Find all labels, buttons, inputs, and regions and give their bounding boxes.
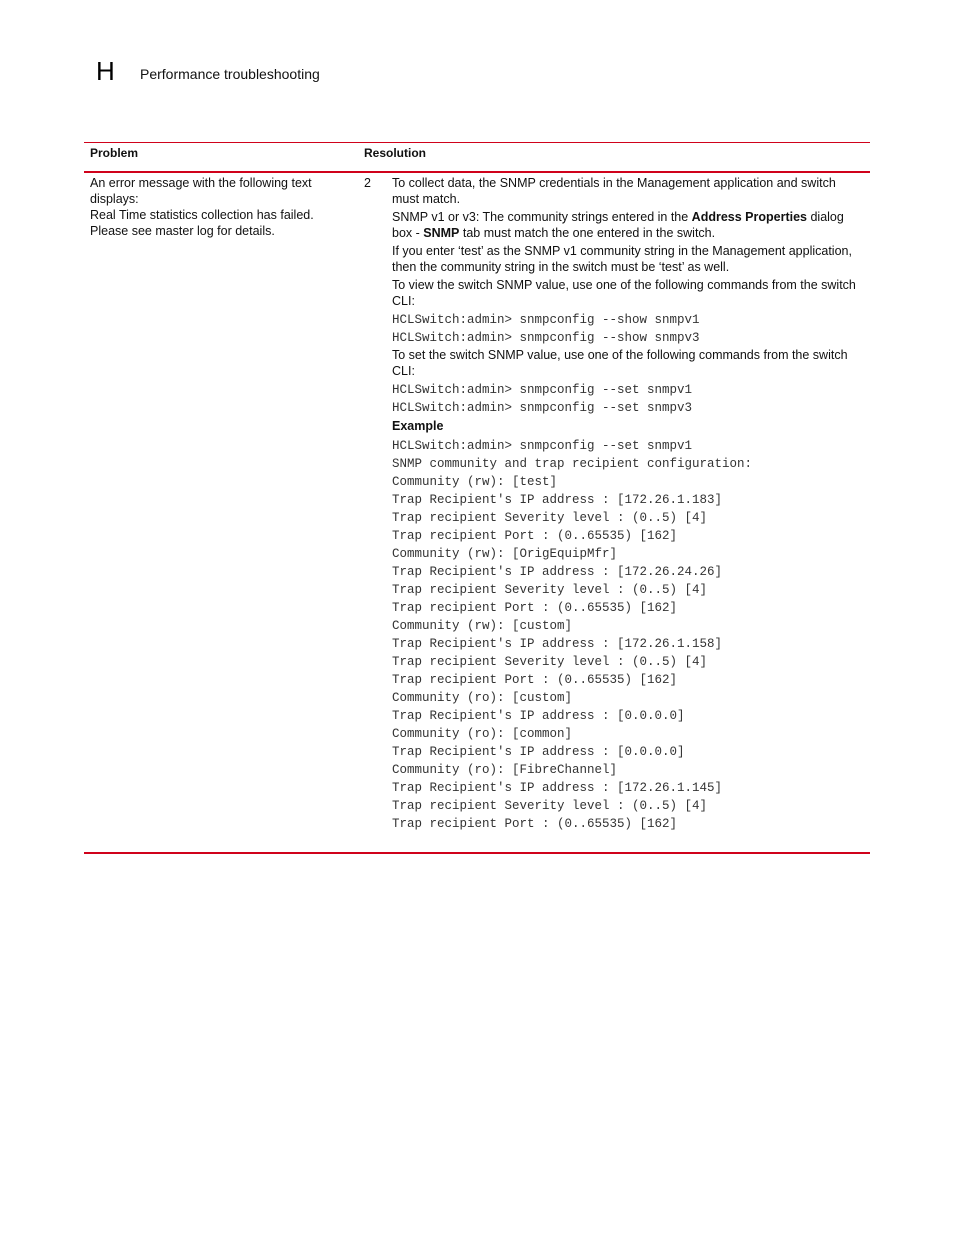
resolution-paragraph: If you enter ‘test’ as the SNMP v1 community string in the Management application, then the community string in the switch must be ‘test’ as well. (392, 244, 852, 274)
code-line: Trap recipient Severity level : (0..5) [4] (392, 583, 708, 597)
step-number: 2 (364, 176, 371, 190)
code-line: Community (ro): [custom] (392, 691, 573, 705)
code-line: Trap recipient Port : (0..65535) [162] (392, 601, 678, 615)
resolution-paragraph-snmp (392, 209, 864, 241)
snmp-tab-ref: SNMP (423, 226, 460, 240)
resolution-cell (392, 175, 864, 833)
code-line: Trap Recipient's IP address : [172.26.1.145] (392, 781, 723, 795)
command-line: HCLSwitch:admin> snmpconfig --set snmpv3 (392, 401, 693, 415)
column-header-resolution: Resolution (364, 146, 426, 160)
table-header-rule (84, 171, 870, 173)
problem-line: displays: (90, 192, 139, 206)
code-line: Trap Recipient's IP address : [172.26.24.26] (392, 565, 723, 579)
problem-line: Please see master log for details. (90, 224, 275, 238)
code-line: Trap recipient Severity level : (0..5) [4] (392, 511, 708, 525)
resolution-paragraph: To collect data, the SNMP credentials in the Management application and switch must match. (392, 176, 836, 206)
resolution-paragraph: To set the switch SNMP value, use one of the following commands from the switch CLI: (392, 348, 848, 378)
code-line: Community (rw): [custom] (392, 619, 573, 633)
text-run: tab must match the one entered in the switch. (459, 226, 716, 240)
problem-cell (90, 175, 340, 239)
example-code-block (392, 437, 864, 833)
code-line: Trap recipient Severity level : (0..5) [4] (392, 799, 708, 813)
code-line: Community (rw): [test] (392, 475, 558, 489)
code-line: Trap recipient Port : (0..65535) [162] (392, 817, 678, 831)
text-run: dialog box - (392, 210, 844, 240)
problem-line: Real Time statistics collection has failed. (90, 208, 314, 222)
code-line: Trap recipient Port : (0..65535) [162] (392, 529, 678, 543)
table-bottom-rule (84, 852, 870, 854)
problem-line: An error message with the following text (90, 176, 312, 190)
code-line: Community (ro): [FibreChannel] (392, 763, 618, 777)
command-line: HCLSwitch:admin> snmpconfig --show snmpv3 (392, 331, 700, 345)
page-header-title: Performance troubleshooting (140, 66, 320, 82)
column-header-problem: Problem (90, 146, 139, 160)
code-line: Trap Recipient's IP address : [172.26.1.158] (392, 637, 723, 651)
text-run: SNMP v1 or v3: The community strings entered in the (392, 210, 692, 224)
code-line: Trap Recipient's IP address : [172.26.1.183] (392, 493, 723, 507)
code-line: HCLSwitch:admin> snmpconfig --set snmpv1 (392, 439, 693, 453)
table-top-rule (84, 142, 870, 143)
command-line: HCLSwitch:admin> snmpconfig --set snmpv1 (392, 383, 693, 397)
code-line: Trap Recipient's IP address : [0.0.0.0] (392, 709, 685, 723)
address-properties-ref: Address Properties (691, 210, 807, 224)
code-line: Trap Recipient's IP address : [0.0.0.0] (392, 745, 685, 759)
command-line: HCLSwitch:admin> snmpconfig --show snmpv1 (392, 313, 700, 327)
code-line: Community (rw): [OrigEquipMfr] (392, 547, 618, 561)
chapter-letter: H (96, 56, 115, 86)
code-line: SNMP community and trap recipient configuration: (392, 457, 753, 471)
code-line: Trap recipient Severity level : (0..5) [4] (392, 655, 708, 669)
resolution-paragraph: To view the switch SNMP value, use one of the following commands from the switch CLI: (392, 278, 856, 308)
example-label: Example (392, 419, 444, 433)
code-line: Community (ro): [common] (392, 727, 573, 741)
code-line: Trap recipient Port : (0..65535) [162] (392, 673, 678, 687)
